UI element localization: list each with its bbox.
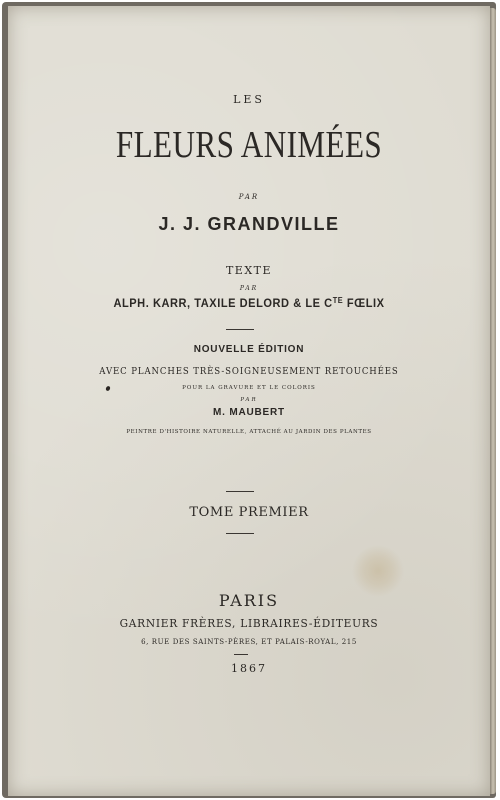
book-title: FLEURS ANIMÉES bbox=[115, 124, 383, 166]
contributors bbox=[27, 296, 470, 310]
volume-label: TOME PREMIER bbox=[189, 505, 309, 520]
plates-note: AVEC PLANCHES TRÈS-SOIGNEUSEMENT RETOUCHÉES bbox=[99, 366, 399, 377]
engraving-note: POUR LA GRAVURE ET LE COLORIS bbox=[182, 385, 316, 391]
author-name: J. J. GRANDVILLE bbox=[158, 214, 340, 234]
engraver-name: M. MAUBERT bbox=[213, 407, 285, 418]
title-page bbox=[8, 6, 490, 796]
contributors-tail: FŒLIX bbox=[343, 296, 385, 310]
publisher-address: 6, RUE DES SAINTS-PÈRES, ET PALAIS-ROYAL, 215 bbox=[141, 638, 357, 646]
engraver-description: PEINTRE D'HISTOIRE NATURELLE, ATTACHÉ AU JARDIN DES PLANTES bbox=[126, 429, 372, 435]
divider-rule bbox=[226, 491, 254, 492]
divider-rule bbox=[226, 533, 254, 534]
edition-label: NOUVELLE ÉDITION bbox=[193, 344, 305, 355]
text-label: TEXTE bbox=[225, 264, 273, 277]
by-label: PAR bbox=[238, 193, 260, 201]
title-article: LES bbox=[233, 93, 265, 106]
by-label-3: PAR bbox=[240, 397, 258, 403]
divider-rule bbox=[226, 329, 254, 330]
publisher-name: GARNIER FRÈRES, LIBRAIRES-ÉDITEURS bbox=[119, 616, 379, 630]
contributors-superscript: TE bbox=[332, 296, 344, 305]
book bbox=[2, 2, 496, 798]
contributors-main: ALPH. KARR, TAXILE DELORD & LE C bbox=[113, 296, 333, 310]
by-label-2: PAR bbox=[239, 285, 259, 292]
publication-year: 1867 bbox=[231, 662, 267, 675]
publication-city: PARIS bbox=[218, 591, 280, 610]
divider-rule bbox=[234, 654, 248, 655]
page-edges bbox=[490, 8, 496, 794]
